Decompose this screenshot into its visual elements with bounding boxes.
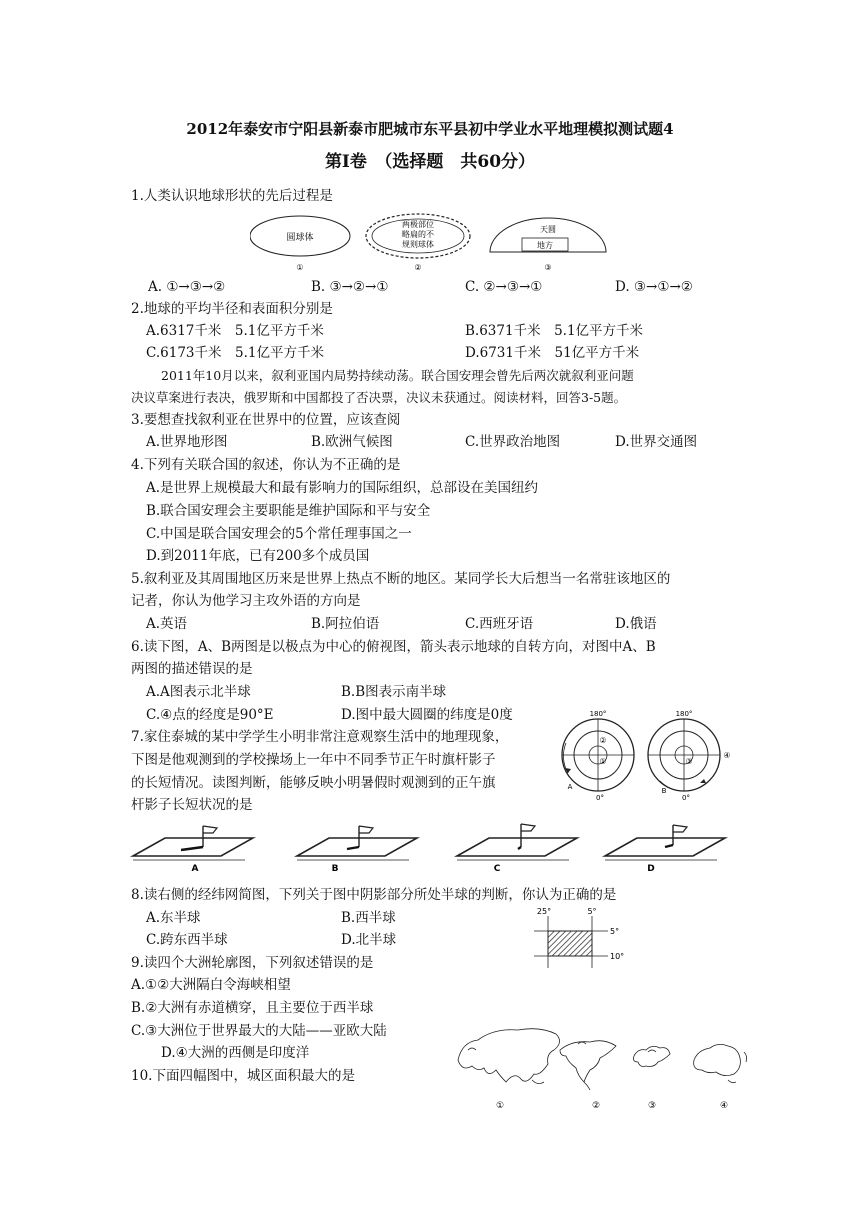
q4-option-d: D.到2011年底，已有200多个成员国 [146,548,370,564]
q2-option-c: C.6173千米 5.1亿平方千米 [146,345,324,361]
q9-option-a: A.①②大洲隔白令海峡相望 [131,977,291,993]
q1-option-b: B. ③→②→① [311,279,389,295]
q1-fig2-text3: 规则球体 [402,240,434,249]
q9-option-c: C.③大洲位于世界最大的大陆——亚欧大陆 [131,1023,387,1039]
q6-polar-figure [556,707,732,803]
q7-panel-a [133,826,253,874]
q7-label-b: B [331,864,339,874]
q10-stem: 10.下面四幅图中，城区面积最大的是 [131,1068,355,1084]
q7-label-c: C [493,864,501,874]
q9-option-d: D.④大洲的西侧是印度洋 [161,1045,310,1061]
q8-stem: 8.读右侧的经纬网简图，下列关于图中阴影部分所处半球的判断，你认为正确的是 [131,887,617,903]
q4-option-b: B.联合国安理会主要职能是维护国际和平与安全 [146,503,431,519]
q2-stem: 2.地球的平均半径和表面积分别是 [131,301,333,317]
q9-option-b: B.②大洲有赤道横穿，且主要位于西半球 [131,1000,374,1016]
q3-option-d: D.世界交通图 [615,434,698,450]
q5-option-d: D.俄语 [615,616,657,632]
q7-label-d: D [647,864,655,874]
continent-1-outline [458,1029,560,1084]
q5-option-a: A.英语 [146,616,188,632]
q6-b-label: B [661,787,667,795]
q6-option-b: B.B图表示南半球 [341,684,447,700]
q2-option-a: A.6317千米 5.1亿平方千米 [146,323,324,339]
q1-option-d: D. ③→①→② [615,279,693,295]
q5-option-c: C.西班牙语 [465,616,534,632]
q2-option-d: D.6731千米 51亿平方千米 [465,345,640,361]
q6-option-c: C.④点的经度是90°E [146,707,274,723]
q7-flagpole-figure [125,820,760,876]
q1-fig2-text2: 略扁的不 [402,230,434,239]
q9-continents-figure [448,1020,760,1116]
q3-option-a: A.世界地形图 [146,434,228,450]
q6-b-top-label: 180° [675,710,693,718]
q9-stem: 9.读四个大洲轮廓图，下列叙述错误的是 [131,955,374,971]
q1-option-c: C. ②→③→① [465,279,543,295]
passage-line-1: 2011年10月以来，叙利亚国内局势持续动荡。联合国安理会曾先后两次就叙利亚问题 [161,368,634,383]
q1-fig3-top: 天圆 [540,225,556,234]
q8-lon-label-1: 25° [536,907,552,916]
q9-label-4: ④ [719,1101,729,1111]
q4-option-c: C.中国是联合国安理会的5个常任理事国之一 [146,526,412,542]
q1-fig1-text: 圆球体 [286,233,314,243]
q8-option-a: A.东半球 [146,910,201,926]
q1-stem: 1.人类认识地球形状的先后过程是 [131,188,333,204]
q4-option-a: A.是世界上规模最大和最有影响力的国际组织，总部设在美国纽约 [146,480,539,496]
q7-line-3: 的长短情况。读图判断，能够反映小明暑假时观测到的正午旗 [131,775,496,791]
q5-stem-line-2: 记者，你认为他学习主攻外语的方向是 [131,593,361,609]
q6-a-top-label: 180° [589,710,607,718]
q9-label-3: ③ [647,1101,657,1111]
q7-panel-c [457,824,577,874]
q6-b-bottom-label: 0° [682,794,690,802]
q8-lat-label-2: 10° [610,952,625,961]
document-title: 2012年泰安市宁阳县新泰市肥城市东平县初中学业水平地理模拟测试题4 [186,120,674,138]
q6-option-d: D.图中最大圆圈的纬度是0度 [341,707,513,723]
passage-line-2: 决议草案进行表决，俄罗斯和中国都投了否决票，决议未获通过。阅读材料，回答3-5题。 [131,390,627,405]
q1-option-a: A. ①→③→② [148,279,226,295]
q3-stem: 3.要想查找叙利亚在世界中的位置，应该查阅 [131,412,401,428]
q8-lon-label-2: 5° [587,907,597,916]
q8-grid-figure [530,904,640,970]
q6-stem-line-2: 两图的描述错误的是 [131,661,253,677]
section-heading: 第Ⅰ卷 （选择题 共60分） [324,152,536,172]
q8-option-d: D.北半球 [341,932,397,948]
q4-stem: 4.下列有关联合国的叙述，你认为不正确的是 [131,457,401,473]
q7-line-1: 7.家住泰城的某中学学生小明非常注意观察生活中的地理现象， [131,729,509,745]
q7-line-4: 杆影子长短状况的是 [131,797,253,813]
q7-label-a: A [191,864,199,874]
q6-b-mark-3: ③ [685,757,693,766]
q9-label-2: ② [591,1101,601,1111]
continent-4-outline [694,1044,747,1082]
q6-a-mark-1: ① [599,757,607,766]
q1-figure [250,212,620,274]
q6-a-label: A [567,783,573,791]
continent-2-outline [560,1041,616,1090]
q7-panel-b [297,826,417,874]
q1-fig3-num: ③ [544,263,552,272]
q6-option-a: A.A图表示北半球 [146,684,251,700]
q7-line-2: 下图是他观测到的学校操场上一年中不同季节正午时旗杆影子 [131,752,496,768]
q7-panel-d [605,825,725,874]
q1-fig3-bot: 地方 [537,241,553,250]
q8-option-b: B.西半球 [341,910,396,926]
q6-a-mark-2: ② [599,736,607,745]
continent-3-outline [634,1046,671,1066]
q6-a-bottom-label: 0° [596,794,604,802]
q9-label-1: ① [495,1101,505,1111]
q8-option-c: C.跨东西半球 [146,932,228,948]
q1-fig2-num: ② [414,263,422,272]
q2-option-b: B.6371千米 5.1亿平方千米 [465,323,644,339]
q3-option-c: C.世界政治地图 [465,434,561,450]
q6-stem-line-1: 6.读下图，A、B两图是以极点为中心的俯视图，箭头表示地球的自转方向，对图中A、B [131,639,656,655]
q1-fig2-text1: 两极部位 [402,220,434,229]
q5-stem-line-1: 5.叙利亚及其周围地区历来是世界上热点不断的地区。某同学长大后想当一名常驻该地区的 [131,571,671,587]
q6-b-mark-4: ④ [723,751,731,760]
q3-option-b: B.欧洲气候图 [311,434,393,450]
q8-lat-label-1: 5° [610,927,620,936]
q5-option-b: B.阿拉伯语 [311,616,380,632]
q1-fig1-num: ① [296,263,304,272]
